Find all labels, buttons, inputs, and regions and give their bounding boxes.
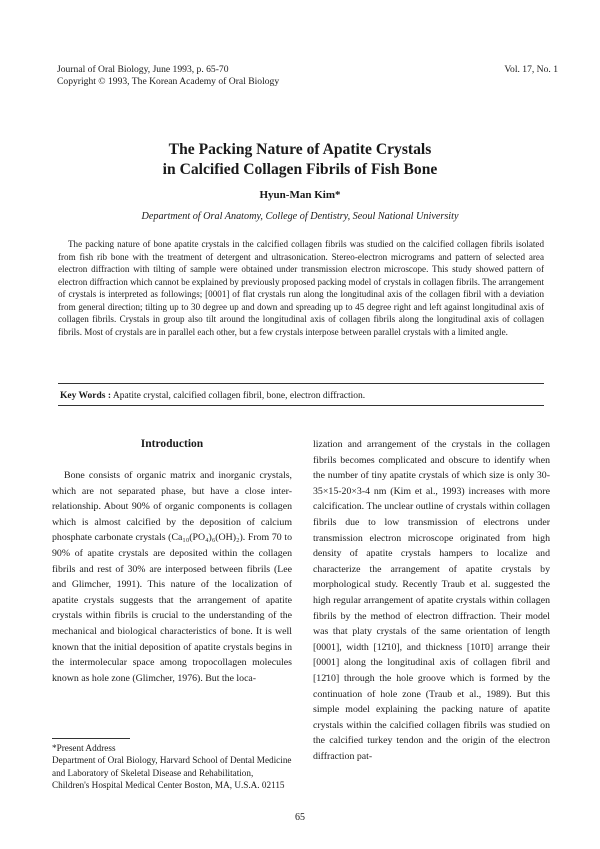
abstract-divider <box>58 383 544 384</box>
intro-paragraph-left: Bone consists of organic matrix and inorganic crystals, which are not separated phase, but have a close inter-relationship. About 90% of organic components is collagen which is almost calcified by the deposition of calcium phosphate carbonate crystals (Ca₁₀(PO₄)₆(OH)₂). From 70 to 90% of apatite crystals are deposited within the collagen fibrils and rest of 30% are interposed between fibrils (Lee and Glimcher, 1991). This nature of the localization of apatite crystals suggests that the arrangement of apatite crystals within fibrils is crucial to the understanding of the mechanical and biological characteristics of bone. It is well known that the initial deposition of apatite crystals begins in the intermolecular space among tropocollagen molecules known as hole zone (Glimcher, 1976). But the loca- <box>52 470 292 684</box>
keywords-label: Key Words : <box>60 391 112 401</box>
journal-header <box>57 64 279 88</box>
section-heading: Introduction <box>140 438 204 450</box>
copyright-line: Copyright © 1993, The Korean Academy of Oral Biology <box>57 76 280 87</box>
page-number: 65 <box>295 812 305 823</box>
abstract: The packing nature of bone apatite crystals in the calcified collagen fibrils was studied on the calcified collagen fibrils isolated from fish rib bone with the treatment of detergent and ultrasonication. Stereo-electron micrograms and pattern of selected area electron diffraction with tilting of sample were obtained under transmission electron microscope. This study showed pattern of electron diffraction which cannot be explained by previously proposed packing model of crystals in collagen fibrils. The arrangement of crystals is interpreted as followings; [0001] of flat crystals run along the longitudinal axis of the collagen fibril with a deviation from general direction; tilting up to 30 degree up and down and spreading up to 45 degree right and left against longitudinal axis of collagen fibrils. Crystals in group also tilt around the longitudinal axis of collagen fibrils along the longitudinal axis of collagen fibrils. Most of crystals are in parallel each other, but a few crystals interpose between parallel crystals with a limited angle. <box>58 239 544 337</box>
paper-title <box>40 140 560 180</box>
title-line-1: The Packing Nature of Apatite Crystals <box>168 141 432 158</box>
title-line-2: in Calcified Collagen Fibrils of Fish Bone <box>162 161 438 178</box>
keywords <box>60 390 546 402</box>
footnote: *Present Address Department of Oral Biology, Harvard School of Dental Medicine and Laboratory of Skeletal Disease and Rehabilitation, Children's Hospital Medical Center Boston, MA, U.S.A. 02115 <box>52 743 292 791</box>
author-affiliation: Department of Oral Anatomy, College of Dentistry, Seoul National University <box>141 211 459 222</box>
journal-citation: Journal of Oral Biology, June 1993, p. 65-70 <box>57 64 229 75</box>
author-name: Hyun-Man Kim* <box>259 189 341 201</box>
right-column <box>313 437 550 764</box>
keywords-text: Apatite crystal, calcified collagen fibril, bone, electron diffraction. <box>112 391 366 401</box>
keywords-divider <box>58 405 544 406</box>
volume-label: Vol. 17, No. 1 <box>504 64 558 75</box>
left-column <box>52 437 292 686</box>
footnote-divider <box>52 738 130 739</box>
intro-paragraph-right: lization and arrangement of the crystals in the collagen fibrils becomes complicated and obscure to identify when the number of tiny apatite crystals of which size is only 30-35×15-20×3-4 nm (Kim et al., 1993) increases with more calcification. The unclear outline of crystals within collagen fibrils due to low transmission of electrons under transmission electron microscope originated from high density of apatite crystals hampers to localize and characterize the arrangement of apatite crystals by morphological study. Recently Traub et al. suggested the high regular arrangement of apatite crystals within collagen fibrils by the method of electron diffraction. Their model was that platy crystals of the same orientation of length [0001], width [12̄10], and thickness [101̄0] arrange their [0001] along the longitudinal axis of collagen fibril and [12̄10] through the hole groove which is formed by the continuation of hole zone (Traub et al., 1989). But this simple model explaining the packing nature of apatite crystals within the calcified collagen fibrils was studied on the calcified turkey tendon and the origin of the electron diffraction pat- <box>313 439 550 762</box>
